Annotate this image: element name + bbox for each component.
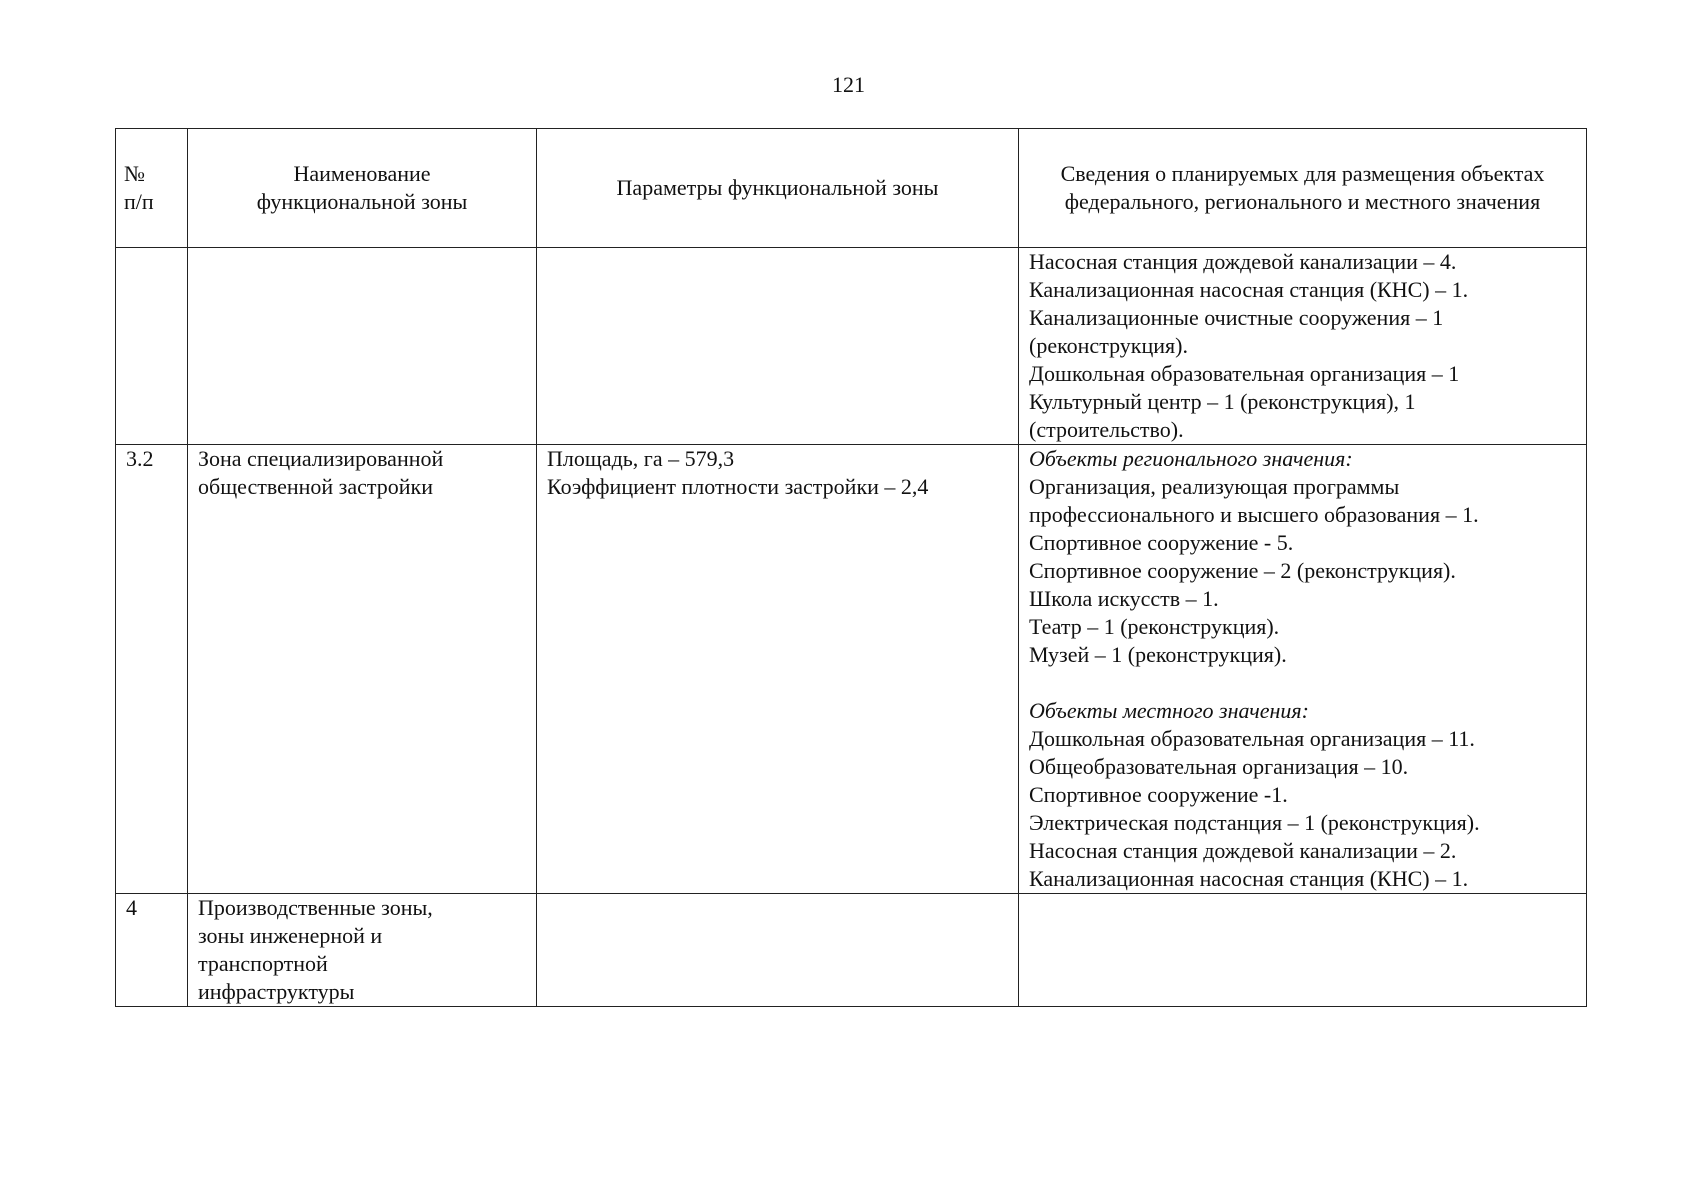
object-item: Канализационная насосная станция (КНС) – 1. bbox=[1029, 866, 1469, 891]
object-item: Канализационная насосная станция (КНС) – 1. bbox=[1029, 277, 1469, 302]
zone-name-cell bbox=[188, 248, 537, 445]
object-item: Театр – 1 (реконструкция). bbox=[1029, 614, 1280, 639]
object-item: (реконструкция). bbox=[1029, 333, 1188, 358]
row-number-cell: 3.2 bbox=[116, 445, 188, 894]
header-zone-name bbox=[188, 129, 537, 248]
zone-name-line: инфраструктуры bbox=[198, 979, 355, 1004]
zone-param-area: Площадь, га – 579,3 bbox=[547, 446, 735, 471]
zone-name-cell bbox=[188, 894, 537, 1007]
table-row bbox=[116, 445, 1587, 894]
planned-objects-cell bbox=[1019, 894, 1587, 1007]
header-planned-objects-line: федерального, регионального и местного значения bbox=[1064, 189, 1541, 214]
object-item: Насосная станция дождевой канализации – 4. bbox=[1029, 249, 1457, 274]
object-item: (строительство). bbox=[1029, 417, 1184, 442]
zone-name-line: Производственные зоны, bbox=[198, 895, 433, 920]
object-item: профессионального и высшего образования – 1. bbox=[1029, 502, 1479, 527]
zone-name-line: общественной застройки bbox=[198, 474, 434, 499]
object-item: Школа искусств – 1. bbox=[1029, 586, 1219, 611]
table-header-row bbox=[116, 129, 1587, 248]
local-objects-heading: Объекты местного значения: bbox=[1029, 698, 1309, 723]
regional-objects-heading: Объекты регионального значения: bbox=[1029, 446, 1353, 471]
object-item: Музей – 1 (реконструкция). bbox=[1029, 642, 1287, 667]
zone-name-line: транспортной bbox=[198, 951, 328, 976]
object-item: Дошкольная образовательная организация – 1 bbox=[1029, 361, 1460, 386]
zone-params-cell bbox=[537, 248, 1019, 445]
object-item: Канализационные очистные сооружения – 1 bbox=[1029, 305, 1444, 330]
object-item: Насосная станция дождевой канализации – 2. bbox=[1029, 838, 1457, 863]
planned-objects-cell bbox=[1019, 248, 1587, 445]
header-zone-name-line: функциональной зоны bbox=[256, 189, 468, 214]
row-number-cell bbox=[116, 248, 188, 445]
header-number-line: п/п bbox=[124, 189, 154, 214]
zone-name-cell bbox=[188, 445, 537, 894]
planned-objects-cell bbox=[1019, 445, 1587, 894]
object-item: Общеобразовательная организация – 10. bbox=[1029, 754, 1409, 779]
page-number: 121 bbox=[832, 72, 865, 97]
section-spacer bbox=[1029, 669, 1576, 697]
object-item: Спортивное сооружение – 2 (реконструкция). bbox=[1029, 558, 1456, 583]
header-number bbox=[116, 129, 188, 248]
functional-zones-table bbox=[115, 128, 1587, 1007]
header-zone-params-line: Параметры функциональной зоны bbox=[616, 175, 939, 200]
zone-name-line: зоны инженерной и bbox=[198, 923, 383, 948]
header-zone-params bbox=[537, 129, 1019, 248]
object-item: Спортивное сооружение - 5. bbox=[1029, 530, 1294, 555]
row-number-cell: 4 bbox=[116, 894, 188, 1007]
header-zone-name-line: Наименование bbox=[293, 161, 431, 186]
table-row bbox=[116, 248, 1587, 445]
zone-param-density: Коэффициент плотности застройки – 2,4 bbox=[547, 474, 929, 499]
object-item: Дошкольная образовательная организация – 11. bbox=[1029, 726, 1475, 751]
object-item: Спортивное сооружение -1. bbox=[1029, 782, 1288, 807]
table-row bbox=[116, 894, 1587, 1007]
zone-params-cell bbox=[537, 894, 1019, 1007]
object-item: Культурный центр – 1 (реконструкция), 1 bbox=[1029, 389, 1416, 414]
zone-params-cell bbox=[537, 445, 1019, 894]
header-planned-objects-line: Сведения о планируемых для размещения объектах bbox=[1060, 161, 1545, 186]
zone-name-line: Зона специализированной bbox=[198, 446, 444, 471]
header-planned-objects bbox=[1019, 129, 1587, 248]
header-number-line: № bbox=[124, 161, 145, 186]
object-item: Организация, реализующая программы bbox=[1029, 474, 1400, 499]
object-item: Электрическая подстанция – 1 (реконструкция). bbox=[1029, 810, 1480, 835]
